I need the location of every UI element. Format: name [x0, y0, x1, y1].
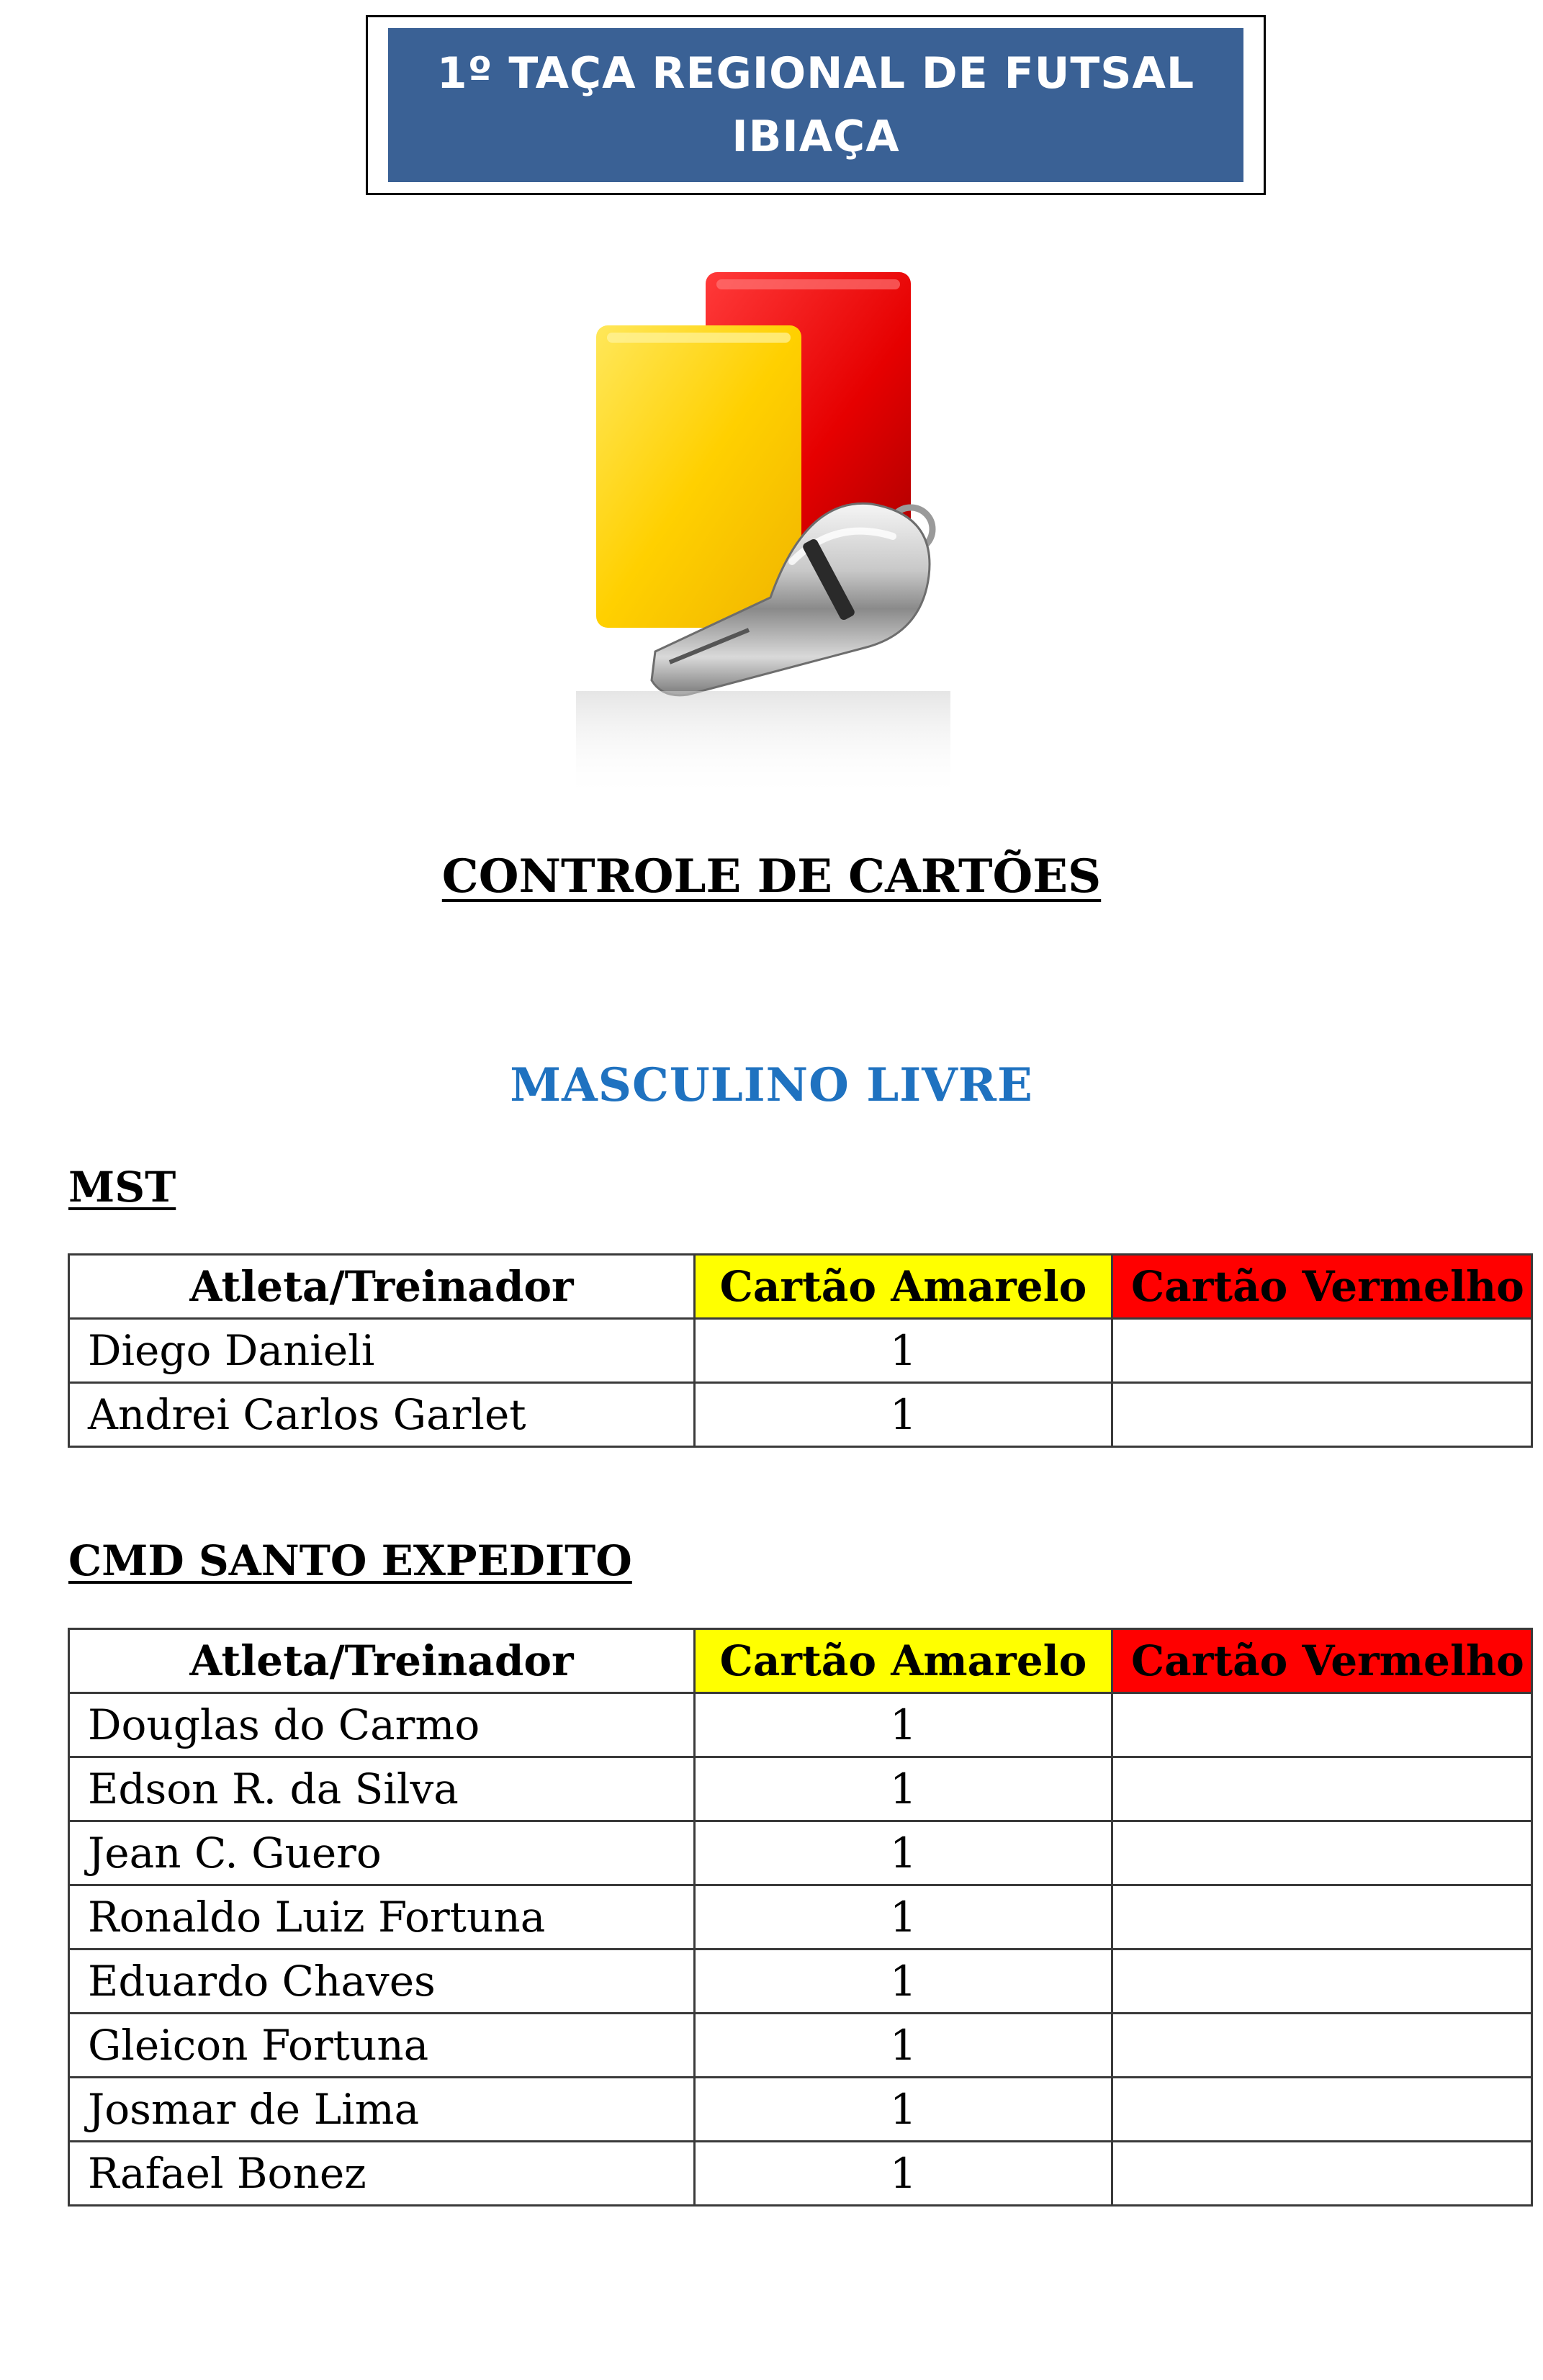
reflection-shadow — [576, 691, 950, 799]
athlete-name: Josmar de Lima — [69, 2078, 695, 2142]
table-header-row — [69, 1255, 1532, 1319]
tournament-title-line-1: 1º TAÇA REGIONAL DE FUTSAL — [436, 48, 1195, 99]
yellow-card-count: 1 — [695, 2078, 1112, 2142]
athlete-name: Diego Danieli — [69, 1319, 695, 1383]
header-athlete: Atleta/Treinador — [69, 1255, 695, 1319]
yellow-card-count: 1 — [695, 1757, 1112, 1821]
table-row — [69, 1383, 1532, 1447]
yellow-card-count: 1 — [695, 2014, 1112, 2078]
cards-table-cmd-santo-expedito — [68, 1628, 1533, 2207]
athlete-name: Ronaldo Luiz Fortuna — [69, 1885, 695, 1949]
document-title: CONTROLE DE CARTÕES — [441, 849, 1102, 903]
athlete-name: Jean C. Guero — [69, 1821, 695, 1885]
table-row — [69, 1319, 1532, 1383]
red-card-count — [1112, 1949, 1532, 2014]
yellow-card-icon — [596, 325, 801, 628]
red-card-count — [1112, 1885, 1532, 1949]
table-row — [69, 2142, 1532, 2206]
athlete-name: Andrei Carlos Garlet — [69, 1383, 695, 1447]
header-athlete: Atleta/Treinador — [69, 1629, 695, 1693]
red-card-count — [1112, 1383, 1532, 1447]
header-red-card: Cartão Vermelho — [1112, 1629, 1532, 1693]
yellow-card-count: 1 — [695, 1885, 1112, 1949]
red-card-count — [1112, 1821, 1532, 1885]
red-card-count — [1112, 1757, 1532, 1821]
table-row — [69, 1885, 1532, 1949]
yellow-card-count: 1 — [695, 1383, 1112, 1447]
yellow-card-count: 1 — [695, 1949, 1112, 2014]
table-row — [69, 1821, 1532, 1885]
team-name-mst: MST — [68, 1163, 176, 1212]
yellow-card-count: 1 — [695, 2142, 1112, 2206]
athlete-name: Gleicon Fortuna — [69, 2014, 695, 2078]
red-card-count — [1112, 2142, 1532, 2206]
yellow-card-count: 1 — [695, 1821, 1112, 1885]
athlete-name: Douglas do Carmo — [69, 1693, 695, 1757]
red-card-count — [1112, 2078, 1532, 2142]
athlete-name: Rafael Bonez — [69, 2142, 695, 2206]
tournament-header — [366, 15, 1266, 195]
red-card-count — [1112, 2014, 1532, 2078]
athlete-name: Eduardo Chaves — [69, 1949, 695, 2014]
cards-table-mst — [68, 1253, 1533, 1448]
category-title: MASCULINO LIVRE — [510, 1058, 1033, 1112]
team-name-cmd-santo-expedito: CMD SANTO EXPEDITO — [68, 1536, 632, 1585]
header-yellow-card: Cartão Amarelo — [695, 1255, 1112, 1319]
tournament-title-line-2: IBIAÇA — [732, 112, 900, 162]
yellow-card-count: 1 — [695, 1693, 1112, 1757]
table-row — [69, 2078, 1532, 2142]
yellow-card-count: 1 — [695, 1319, 1112, 1383]
header-red-card: Cartão Vermelho — [1112, 1255, 1532, 1319]
athlete-name: Edson R. da Silva — [69, 1757, 695, 1821]
red-card-count — [1112, 1319, 1532, 1383]
table-row — [69, 1949, 1532, 2014]
table-row — [69, 1693, 1532, 1757]
tournament-header-banner — [388, 28, 1243, 182]
table-row — [69, 2014, 1532, 2078]
table-header-row — [69, 1629, 1532, 1693]
red-card-count — [1112, 1693, 1532, 1757]
referee-cards-whistle-illustration — [432, 259, 1094, 806]
header-yellow-card: Cartão Amarelo — [695, 1629, 1112, 1693]
table-row — [69, 1757, 1532, 1821]
